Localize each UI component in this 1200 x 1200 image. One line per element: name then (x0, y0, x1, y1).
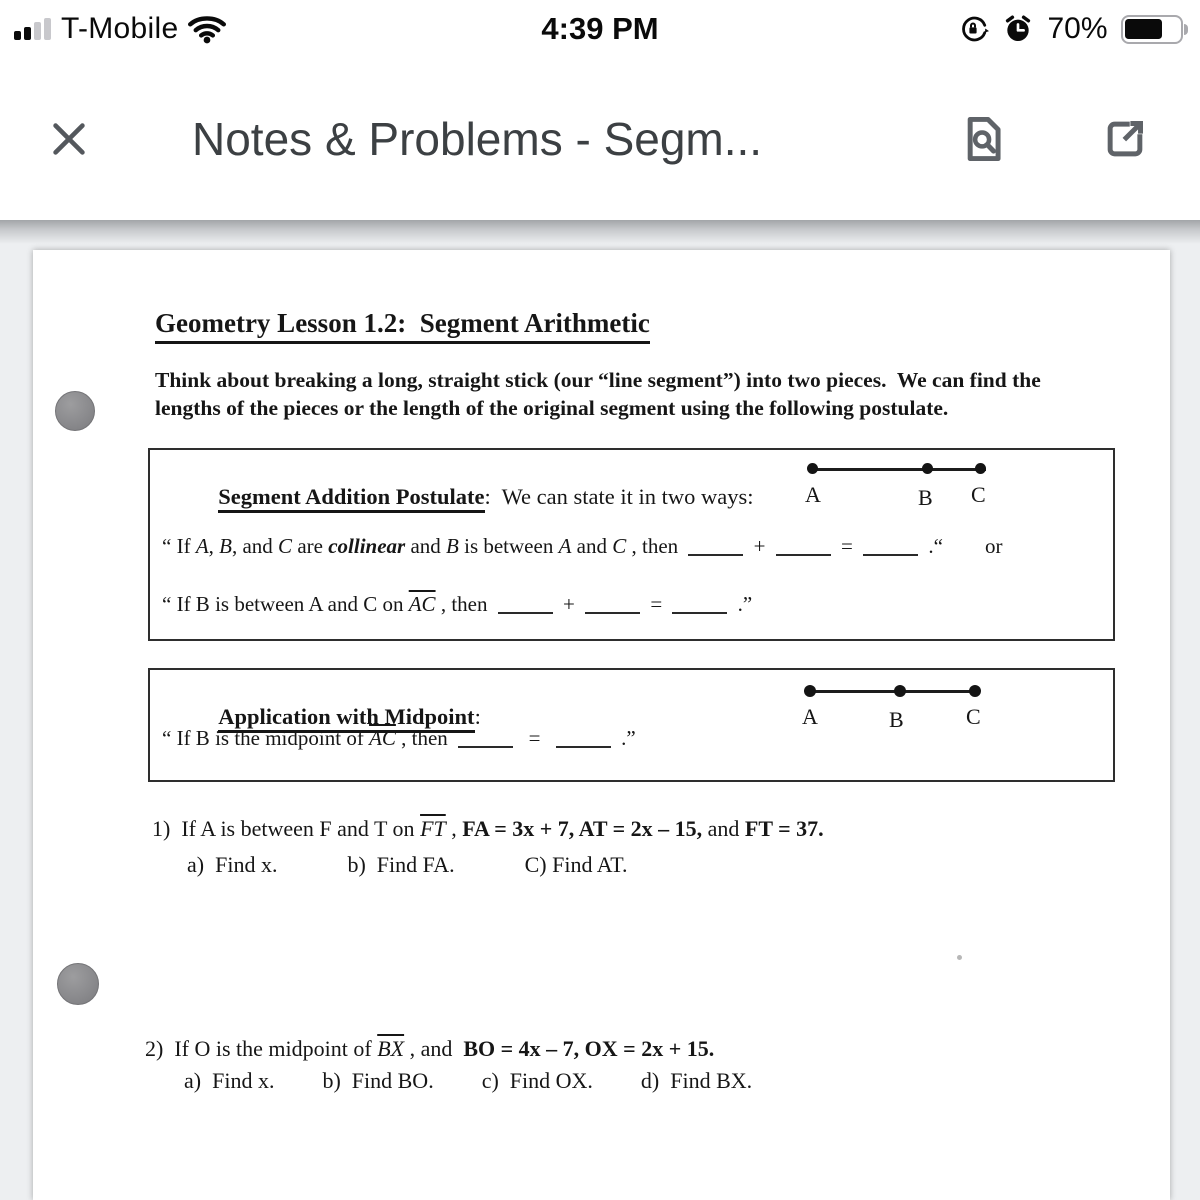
carrier-label: T-Mobile (61, 12, 179, 45)
open-in-new-icon (1098, 112, 1152, 166)
point-dot-c (969, 685, 981, 697)
close-icon (46, 116, 92, 162)
battery-fill (1125, 19, 1162, 39)
point-label-b: B (889, 707, 904, 732)
problem-2-part-d: d) Find BX. (640, 1068, 753, 1093)
problem-1-parts (187, 852, 628, 878)
segment-line (809, 690, 976, 693)
open-in-new-button[interactable] (1098, 112, 1152, 166)
problem-1-part-a: a) Find x. (187, 852, 278, 877)
segment-diagram-abc (803, 682, 995, 732)
find-in-document-button[interactable] (956, 112, 1010, 166)
find-in-document-icon (956, 112, 1010, 166)
segment-diagram-abc (803, 460, 995, 510)
document-page (33, 250, 1170, 1200)
problem-2-part-a: a) Find x. (184, 1068, 275, 1093)
point-dot-a (807, 463, 818, 474)
hole-punch (57, 963, 99, 1005)
status-bar (0, 0, 1200, 58)
point-label-a: A (805, 482, 821, 507)
point-label-c: C (966, 704, 981, 729)
problem-1-part-b: b) Find FA. (347, 852, 455, 877)
problem-2-part-b: b) Find BO. (322, 1068, 434, 1093)
box-heading-rest: : We can state it in two ways: (484, 484, 754, 509)
point-dot-c (975, 463, 986, 474)
postulate-statement-1: “ If A, B, and C are collinear and B is between A and C , then + = .“ or (162, 534, 1003, 558)
intro-paragraph: Think about breaking a long, straight stick (our “line segment”) into two pieces. We can find the lengths of the pieces or the length of the original segment using the following postulate. (155, 368, 1047, 420)
rotation-lock-icon (957, 13, 989, 45)
scan-speck (957, 955, 962, 960)
point-dot-b (894, 685, 906, 697)
app-header (0, 58, 1200, 220)
point-label-a: A (802, 704, 818, 729)
midpoint-statement: “ If B is the midpoint of $\overline{AC}$ , then = .” (162, 726, 636, 750)
battery-percent-label: 70% (1047, 12, 1108, 45)
box-heading-underlined: Segment Addition Postulate (218, 484, 484, 513)
problem-1-part-c: C) Find AT. (524, 852, 628, 877)
close-button[interactable] (46, 116, 92, 162)
box-heading-underlined: Application with Midpoint (218, 704, 474, 733)
segment-addition-postulate-box (148, 448, 1115, 641)
segment-line (812, 468, 986, 471)
box-heading (162, 458, 753, 536)
postulate-statement-2: “ If B is between A and C on $\overline{AC}$ , then + = .” (162, 592, 753, 616)
document-title: Notes & Problems - Segm... (192, 113, 763, 165)
box-heading-rest: : (474, 704, 481, 729)
point-label-b: B (918, 485, 933, 510)
problem-2-statement: 2) If O is the midpoint of $\overline{BX}$ , and BO = 4x – 7, OX = 2x + 15. (145, 1036, 715, 1061)
alarm-clock-icon (1002, 13, 1034, 45)
status-bar-right (957, 0, 1188, 58)
point-dot-b (922, 463, 933, 474)
lesson-title: Geometry Lesson 1.2: Segment Arithmetic (155, 308, 650, 344)
problem-1-statement: 1) If A is between F and T on $\overline{FT}$ , FA = 3x + 7, AT = 2x – 15, and FT = 37. (152, 816, 824, 841)
hole-punch (55, 391, 95, 431)
midpoint-application-box (148, 668, 1115, 782)
problem-2-parts (184, 1068, 752, 1094)
point-label-c: C (971, 482, 986, 507)
battery-icon (1121, 15, 1189, 44)
problem-2-part-c: c) Find OX. (481, 1068, 593, 1093)
clock-label: 4:39 PM (541, 11, 659, 46)
document-viewer[interactable] (0, 220, 1200, 1200)
point-dot-a (804, 685, 816, 697)
